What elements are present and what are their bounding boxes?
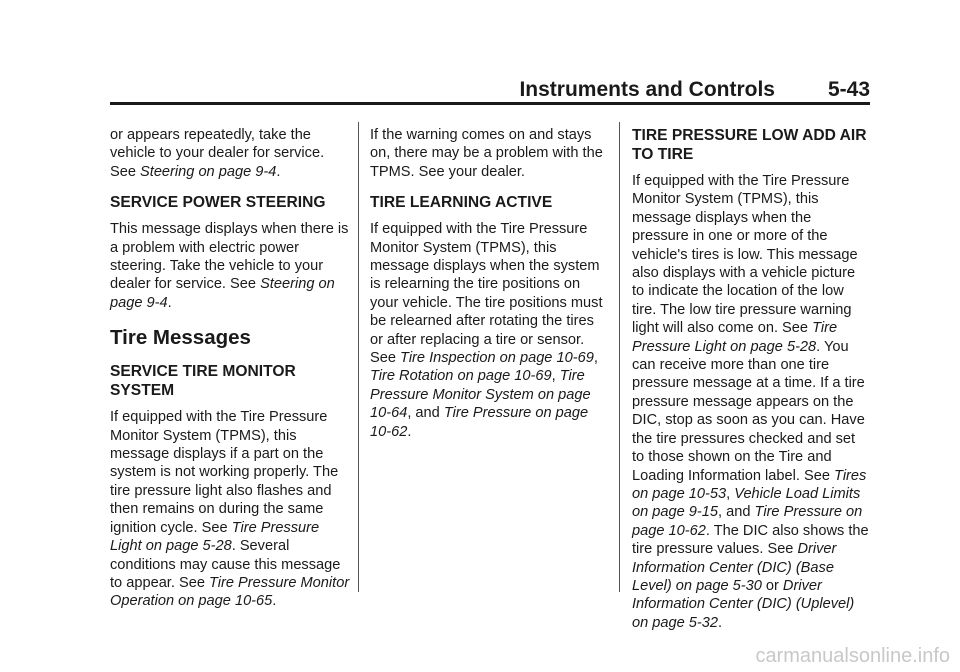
paragraph: or appears repeatedly, take the vehicle to your dealer for service. See Steering on page 9-4.: [110, 127, 325, 180]
paragraph: If equipped with the Tire Pressure Monitor System (TPMS), this message displays if a part on the system is not working properly. The tire pressure light also flashes and then remains on during the same ignition cycle. See Tire Pressure Light on page 5-28. Several conditions may cause this message to appear. See Tire Pressure Monitor Operation on page 10-65.: [110, 409, 350, 610]
paragraph: This message displays when there is a problem with electric power steering. Take the vehicle to your dealer for service. See Steering on page 9-4.: [110, 221, 349, 311]
column-divider: [619, 122, 620, 592]
cross-reference: Tire Pressure Light on page 5-28: [632, 320, 838, 355]
subheading-service-tire-monitor-system: SERVICE TIRE MONITOR SYSTEM: [110, 363, 296, 400]
column-2: [370, 126, 608, 447]
cross-reference: Steering on page 9-4: [140, 163, 277, 180]
page-number: 5-43: [827, 78, 870, 101]
column-divider: [358, 122, 359, 592]
cross-reference: Steering on page 9-4: [110, 276, 335, 311]
subheading-service-power-steering: SERVICE POWER STEERING: [110, 194, 326, 212]
cross-reference: Tire Pressure Monitor System on page 10-64: [370, 368, 591, 422]
column-3: [632, 126, 870, 638]
heading-tire-messages: Tire Messages: [110, 326, 251, 350]
cross-reference: Tire Inspection on page 10-69: [400, 350, 594, 367]
subheading-tire-learning-active: TIRE LEARNING ACTIVE: [370, 194, 553, 212]
paragraph: If equipped with the Tire Pressure Monitor System (TPMS), this message displays when the pressure in one or more of the vehicle's tires is low. This message also displays with a vehicle picture to indicate the location of the low tire. The low tire pressure warning light will also come on. See Tire Pressure Light on page 5-28. You can receive more than one tire pressure message at a time. If a tire pressure message appears on the DIC, stop as soon as you can. Have the tire pressures checked and set to those shown on the Tire and Loading Information label. See Tires on page 10-53, Vehicle Load Limits on page 9-15, and Tire Pressure on page 10-62. The DIC also shows the tire pressure values. See Driver Information Center (DIC) (Base Level) on page 5-30 or Driver Information Center (DIC) (Uplevel) on page 5-32.: [632, 173, 869, 631]
section-title: Instruments and Controls: [519, 78, 775, 101]
cross-reference: Tire Pressure on page 10-62: [632, 504, 863, 539]
cross-reference: Driver Information Center (DIC) (Uplevel) on page 5-32: [632, 577, 855, 631]
watermark: carmanualsonline.info: [755, 645, 950, 667]
subheading-tire-pressure-low: TIRE PRESSURE LOW ADD AIR TO TIRE: [632, 127, 867, 163]
column-1: [110, 126, 350, 617]
cross-reference: Tires on page 10-53: [632, 467, 867, 502]
header-rule: [110, 102, 870, 105]
cross-reference: Tire Pressure Monitor Operation on page 10-65: [110, 574, 350, 610]
cross-reference: Tire Rotation on page 10-69: [370, 368, 552, 385]
paragraph: If equipped with the Tire Pressure Monitor System (TPMS), this message displays when the system is relearning the tire positions on your vehicle. The tire positions must be relearned after rotating the tires or after replacing a tire or sensor. See Tire Inspection on page 10-69, Tire Rotation on page 10-69, Tire Pressure Monitor System on page 10-64, and Tire Pressure on page 10-62.: [370, 221, 603, 440]
paragraph: If the warning comes on and stays on, there may be a problem with the TPMS. See your dealer.: [370, 127, 603, 180]
cross-reference: Tire Pressure on page 10-62: [370, 405, 589, 440]
cross-reference: Driver Information Center (DIC) (Base Level) on page 5-30: [632, 541, 837, 594]
cross-reference: Tire Pressure Light on page 5-28: [110, 519, 320, 555]
cross-reference: Vehicle Load Limits on page 9-15: [632, 485, 861, 521]
